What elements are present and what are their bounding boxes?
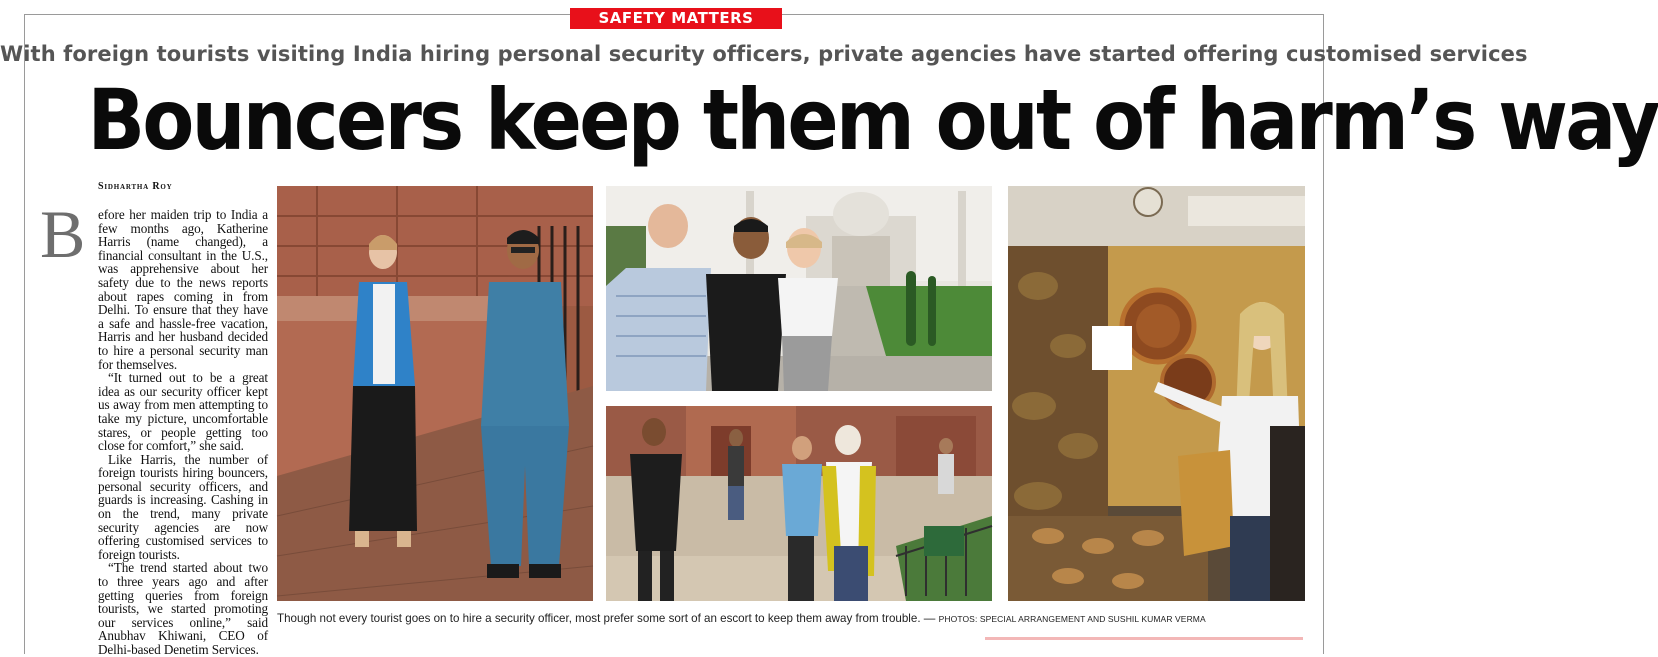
photo-market-shop <box>1008 186 1305 601</box>
caption-text: Though not every tourist goes on to hire a security officer, most prefer some sort of an escort to keep them away from trouble. — <box>277 612 936 625</box>
article-paragraph: “It turned out to be a great idea as our security officer kept us away from men attempting to take my picture, uncomfortable stares, or people getting too close for comfort,” she said. <box>98 370 268 454</box>
photo-fort-courtyard <box>606 406 992 601</box>
section-tag: SAFETY MATTERS <box>570 8 782 29</box>
photo-tourist-with-guard <box>277 186 593 601</box>
photo-taj-mahal-group <box>606 186 992 391</box>
article-paragraph: Like Harris, the number of foreign tourists hiring bouncers, personal security officers, and guards is increasing. Cashing in on the trend, many private security agencies are now offering customised services to foreign tourists. <box>98 451 268 562</box>
article-paragraph: “The trend started about two to three years ago and after getting queries from foreign tourists, we started promoting our services online,” said Anubhav Khiwani, CEO of Delhi-based Denetim Services. <box>98 560 268 657</box>
drop-cap: B <box>40 196 86 272</box>
photo-caption <box>277 612 1317 625</box>
byline: Sidhartha Roy <box>98 181 173 192</box>
kicker: With foreign tourists visiting India hiring personal security officers, private agencies have started offering customised services <box>0 42 1528 66</box>
article-paragraph: efore her maiden trip to India a few months ago, Katherine Harris (name changed), a financial consultant in the U.S., was apprehensive about her safety due to the news reports about rapes coming in from Delhi. To ensure that they have a safe and hassle-free vacation, Harris and her husband decided to hire a personal security man for themselves. <box>98 207 268 372</box>
headline: Bouncers keep them out of harm’s way <box>87 71 1658 169</box>
bottom-divider <box>985 637 1303 640</box>
article-body <box>98 207 268 657</box>
photo-credit: PHOTOS: SPECIAL ARRANGEMENT AND SUSHIL KUMAR VERMA <box>938 614 1206 624</box>
